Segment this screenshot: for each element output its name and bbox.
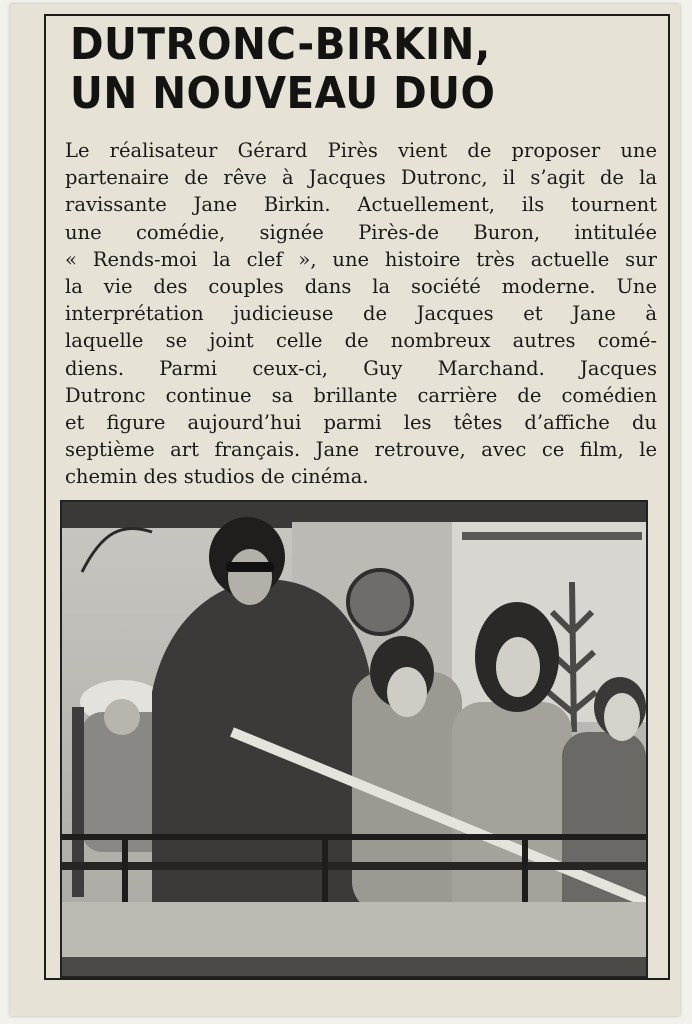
- article-line: une comédie, signée Pirès-de Buron, intitulée: [65, 220, 657, 244]
- article-line: chemin des studios de cinéma.: [65, 465, 369, 489]
- article-body: [65, 137, 657, 491]
- article-line: Le réalisateur Gérard Pirès vient de proposer une: [65, 139, 657, 162]
- photo-illustration: [62, 502, 646, 976]
- article-line: « Rends-moi la clef », une histoire très actuelle sur: [65, 247, 657, 271]
- article-line: et figure aujourd’hui parmi les têtes d’affiche du: [65, 411, 657, 435]
- article-line: partenaire de rêve à Jacques Dutronc, il s’agit de la: [65, 166, 657, 190]
- headline-line-2: UN NOUVEAU DUO: [70, 68, 496, 119]
- article-line: interprétation judicieuse de Jacques et Jane à: [65, 302, 657, 326]
- article-photo: [60, 500, 648, 978]
- article-line: septième art français. Jane retrouve, avec ce film, le: [65, 438, 657, 462]
- article-line: diens. Parmi ceux-ci, Guy Marchand. Jacques: [65, 356, 657, 380]
- headline-line-1: DUTRONC-BIRKIN,: [70, 19, 491, 70]
- article-line: ravissante Jane Birkin. Actuellement, ils tournent: [65, 193, 657, 217]
- article-line: laquelle se joint celle de nombreux autres comé-: [65, 329, 657, 353]
- article-headline: [70, 20, 604, 118]
- article-line: Dutronc continue sa brillante carrière de comédien: [65, 383, 657, 407]
- article-line: la vie des couples dans la société moderne. Une: [65, 275, 657, 299]
